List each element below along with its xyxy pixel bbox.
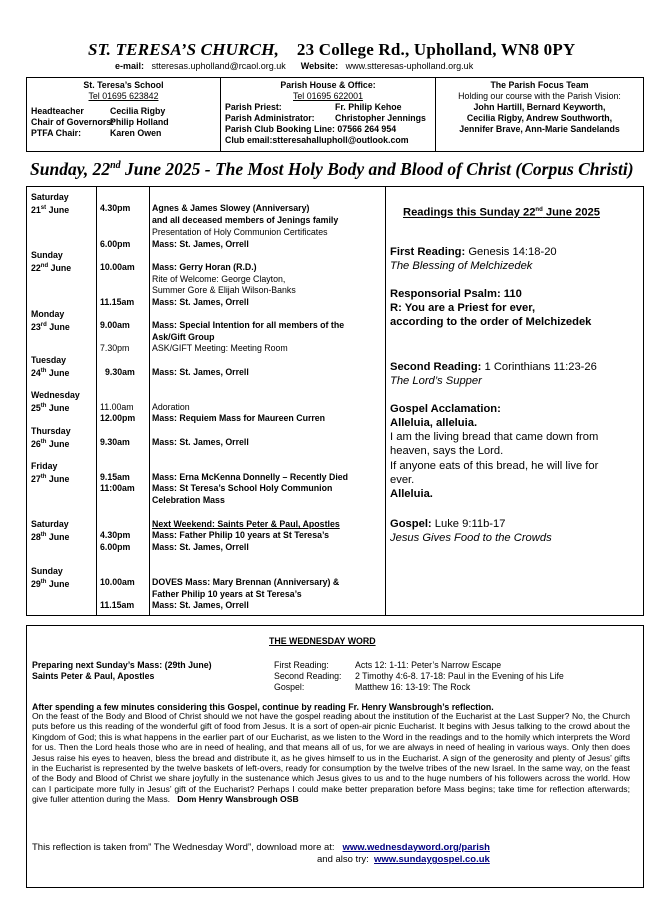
day-label: Tuesday 24th June [31,355,70,378]
reflection-intro: After spending a few minutes considering this Gospel, continue by reading Fr. Henry Wansbrough’s reflection. [32,702,494,712]
psalm-response: R: You are a Priest for ever, [390,302,536,314]
day-label: Thursday 26th June [31,426,71,449]
day-label: Wednesday 25th June [31,390,80,413]
school-row: Headteacher Cecilia Rigby [31,106,166,116]
day-label: Sunday 22nd June [31,250,72,273]
footer-line: This reflection is taken from” The Wednesday Word”, download more at: www.wednesdayword.org/parish [32,842,490,853]
acclamation-line: I am the living bread that came down from [390,431,599,443]
reflection-signature: Dom Henry Wansbrough OSB [177,794,299,805]
event-line: Adoration [152,402,190,412]
event-line: Mass: St. James, Orrell [152,542,249,552]
time-label: 11.15am [100,600,135,610]
day-label: Saturday 21st June [31,192,70,215]
divider [385,187,386,615]
next-reading-ref: Matthew 16: 13-19: The Rock [355,682,471,692]
email-label: e-mail: [115,61,145,71]
acclamation-label: Gospel Acclamation: [390,403,501,415]
focus-team-line: Jennifer Brave, Ann-Marie Sandelands [459,124,620,134]
second-reading-title: The Lord’s Supper [390,375,482,387]
event-line: DOVES Mass: Mary Brennan (Anniversary) & [152,577,340,587]
focus-team-panel [436,78,643,151]
school-tel[interactable]: Tel 01695 623842 [88,91,159,101]
event-line: and all deceased members of Jenings family [152,215,339,225]
next-reading-label: Gospel: [274,682,305,692]
church-heading [88,40,575,60]
event-line: Mass: Father Philip 10 years at St Teresa’s [152,530,329,540]
contact-line [115,61,473,71]
next-reading-ref: Acts 12: 1-11: Peter’s Narrow Escape [355,660,502,670]
time-label: 11.00am [100,402,134,412]
event-line: Mass: St. James, Orrell [152,600,249,610]
website-link[interactable]: www.stteresas-upholland.org.uk [345,61,474,71]
divider [149,187,150,615]
next-reading-label: First Reading: [274,660,329,670]
sunday-gospel-link[interactable]: www.sundaygospel.co.uk [374,854,490,865]
event-line: Mass: St. James, Orrell [152,367,249,377]
parish-house-title: Parish House & Office: [280,80,376,90]
event-line: Celebration Mass [152,495,225,505]
time-label: 9.30am [105,367,135,377]
second-reading: Second Reading: 1 Corinthians 11:23-26 [390,361,597,373]
day-label: Saturday 28th June [31,519,70,542]
parish-row: Parish Administrator: Christopher Jennings [225,113,426,123]
email-link[interactable]: stteresas.upholland@rcaol.org.uk [151,61,286,71]
acclamation-line: Alleluia, alleluia. [390,417,478,429]
focus-team-line: Cecilia Rigby, Andrew Southworth, [466,113,613,123]
acclamation-line: ever. [390,474,415,486]
event-line: Next Weekend: Saints Peter & Paul, Apostles [152,519,340,529]
focus-team-intro: Holding our course with the Parish Vision: [458,91,621,101]
parish-house-tel[interactable]: Tel 01695 622001 [293,91,363,101]
website-label: Website: [300,61,339,71]
event-line: Mass: Gerry Horan (R.D.) [152,262,257,272]
event-line: Summer Gore & Elijah Wilson-Banks [152,285,296,295]
time-label: 9.15am [100,472,130,482]
next-reading-ref: 2 Timothy 4:6-8. 17-18: Paul in the Evening of his Life [355,671,564,681]
school-title: St. Teresa’s School [83,80,164,90]
event-line: Rite of Welcome: George Clayton, [152,274,286,284]
event-line: Agnes & James Slowey (Anniversary) [152,203,310,213]
club-booking: Parish Club Booking Line: 07566 264 954 [225,124,397,134]
time-label: 6.00pm [100,239,131,249]
school-panel [27,78,221,151]
event-line: Mass: Erna McKenna Donnelly – Recently Died [152,472,349,482]
acclamation-line: Alleluia. [390,488,433,500]
first-reading: First Reading: Genesis 14:18-20 [390,246,557,258]
school-row: Chair of Governors: Philip Holland [31,117,169,127]
event-line: Father Philip 10 years at St Teresa’s [152,589,302,599]
reflection-body: On the feast of the Body and Blood of Christ should we not have the gospel reading about the institution of the Eucharist at the Last Supper? No, the Church puts before us this reading of the wonderful gift of food from Jesus. It is a sort of open-air picnic Eucharist. It begins with Jesus talking to the crowd about the Kingdom of God; this is what happens in the earlier part of our Eucharist, as we listen to the Word in the readings and to the homily which interprets the Word for us. Then the Lord heals those who are in need of healing, and that means all of us, for we are always in need of healing in various ways. Only then does Jesus raise his eyes to heaven, bless the bread and distribute it, as he gives himself to us in the Eucharist. A sign of the generosity and plenty of Jesus’ gifts in the Eucharist is represented by the twelve baskets of left-overs, ready for consumption by the twelve tribes of the new Israel. In the same way, on the feast of the Body and Blood of Christ we share joyfully in the sustenance which Jesus gives to us and to the huge numbers of his followers across the world. How can I participate more fully in Jesus’ gift of the Eucharist? Perhaps I could make better preparation before Mass begins; take time for reflection afterwards; give fuller attention during the Mass. Dom Henry Wansbrough OSB [32,711,630,805]
church-name: ST. TERESA’S CHURCH, [88,40,280,59]
first-reading-title: The Blessing of Melchizedek [390,260,533,272]
event-line: Mass: St. James, Orrell [152,297,249,307]
event-line: Mass: Requiem Mass for Maureen Curren [152,413,326,423]
day-label: Sunday 29th June [31,566,70,589]
time-label: 11.15am [100,297,135,307]
event-line: ASK/GIFT Meeting: Meeting Room [152,343,288,353]
day-label: Monday 23rd June [31,309,70,332]
club-email[interactable]: Club email:stteresahallupholl@outlook.com [225,135,409,145]
feast-title: Sunday, 22nd June 2025 - The Most Holy Body and Blood of Christ (Corpus Christi) [30,159,634,179]
focus-team-title: The Parish Focus Team [490,80,589,90]
event-line: Mass: Special Intention for all members of the [152,320,345,330]
parish-house-panel [221,78,436,151]
next-reading-label: Second Reading: [274,671,342,681]
psalm-label: Responsorial Psalm: 110 [390,288,522,300]
time-label: 10.00am [100,577,135,587]
church-address: 23 College Rd., Upholland, WN8 0PY [296,40,576,59]
wednesday-word-title: THE WEDNESDAY WORD [269,636,376,646]
time-label: 9.00am [100,320,130,330]
gospel-reading: Gospel: Luke 9:11b-17 [390,518,506,530]
event-line: Mass: St. James, Orrell [152,437,249,447]
time-label: 4.30pm [100,203,131,213]
prep-heading: Preparing next Sunday’s Mass: (29th June) [32,660,212,670]
event-line: Presentation of Holy Communion Certificates [152,227,328,237]
event-line: Mass: St Teresa’s School Holy Communion [152,483,333,493]
time-label: 6.00pm [100,542,131,552]
time-label: 9.30am [100,437,130,447]
time-label: 4.30pm [100,530,131,540]
time-label: 7.30pm [100,343,130,353]
event-line: Mass: St. James, Orrell [152,239,249,249]
gospel-title: Jesus Gives Food to the Crowds [390,532,552,544]
psalm-response: according to the order of Melchizedek [390,316,592,328]
acclamation-line: If anyone eats of this bread, he will live for [390,460,599,472]
acclamation-line: heaven, says the Lord. [390,445,504,457]
parish-row: Parish Priest: Fr. Philip Kehoe [225,102,402,112]
readings-title: Readings this Sunday 22nd June 2025 [403,206,600,219]
focus-team-line: John Hartill, Bernard Keyworth, [473,102,606,112]
time-label: 11:00am [100,483,135,493]
footer-line: and also try: www.sundaygospel.co.uk [317,854,490,865]
day-label: Friday 27th June [31,461,70,484]
divider [96,187,97,615]
prep-feast: Saints Peter & Paul, Apostles [32,671,155,681]
info-box [26,77,644,152]
time-label: 12.00pm [100,413,136,423]
event-line: Ask/Gift Group [152,332,215,342]
time-label: 10.00am [100,262,135,272]
wednesday-word-link[interactable]: www.wednesdayword.org/parish [342,842,490,853]
school-row: PTFA Chair: Karen Owen [31,128,162,138]
